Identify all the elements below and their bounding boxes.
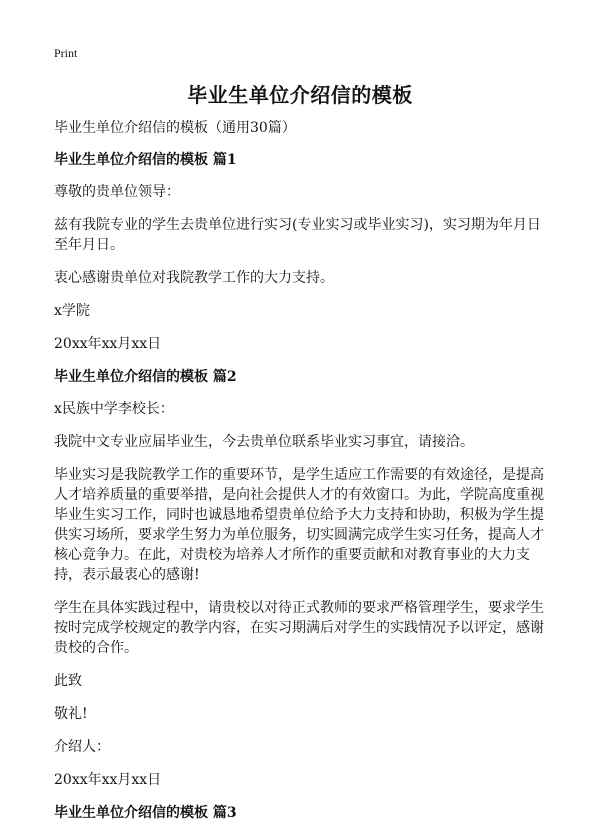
section1-greeting: 尊敬的贵单位领导： [54, 184, 180, 200]
document-body [54, 118, 554, 835]
section2-closing-1: 此致 [54, 673, 82, 689]
section2-intro: 我院中文专业应届毕业生，今去贵单位联系毕业实习事宜，请接洽。 [54, 434, 474, 450]
section1-date: 20xx年xx月xx日 [54, 336, 162, 352]
section-heading-3: 毕业生单位介绍信的模板 篇3 [54, 805, 237, 821]
document-subtitle: 毕业生单位介绍信的模板（通用30篇） [54, 120, 296, 136]
section2-introducer: 介绍人： [54, 739, 110, 755]
section2-date: 20xx年xx月xx日 [54, 772, 162, 788]
section2-paragraph-1: 毕业实习是我院教学工作的重要环节，是学生适应工作需要的有效途径，是提高人才培养质量的重要举措，是向社会提供人才的有效窗口。为此，学院高度重视毕业生实习工作，同时也诚恳地希望贵单位给予大力支持和协助，积极为学生提供实习场所，要求学生努力为单位服务，切实圆满完成学生实习任务，提高人才核心竞争力。在此，对贵校为培养人才所作的重要贡献和对教育事业的大力支持，表示最衷心的感谢! [54, 467, 544, 583]
section1-body: 兹有我院专业的学生去贵单位进行实习(专业实习或毕业实习)，实习期为年月日至年月日。 [54, 217, 541, 253]
section2-closing-2: 敬礼! [54, 706, 88, 722]
section1-signature: x学院 [54, 303, 90, 319]
section-heading-1: 毕业生单位介绍信的模板 篇1 [54, 152, 237, 168]
section1-thanks: 衷心感谢贵单位对我院教学工作的大力支持。 [54, 270, 334, 286]
section-heading-2: 毕业生单位介绍信的模板 篇2 [54, 369, 237, 385]
section2-greeting: x民族中学李校长： [54, 401, 174, 417]
print-label: Print [54, 46, 78, 60]
page-title: 毕业生单位介绍信的模板 [187, 83, 413, 107]
section2-paragraph-2: 学生在具体实践过程中，请贵校以对待正式教师的要求严格管理学生，要求学生按时完成学校规定的教学内容，在实习期满后对学生的实践情况予以评定，感谢贵校的合作。 [54, 600, 544, 656]
